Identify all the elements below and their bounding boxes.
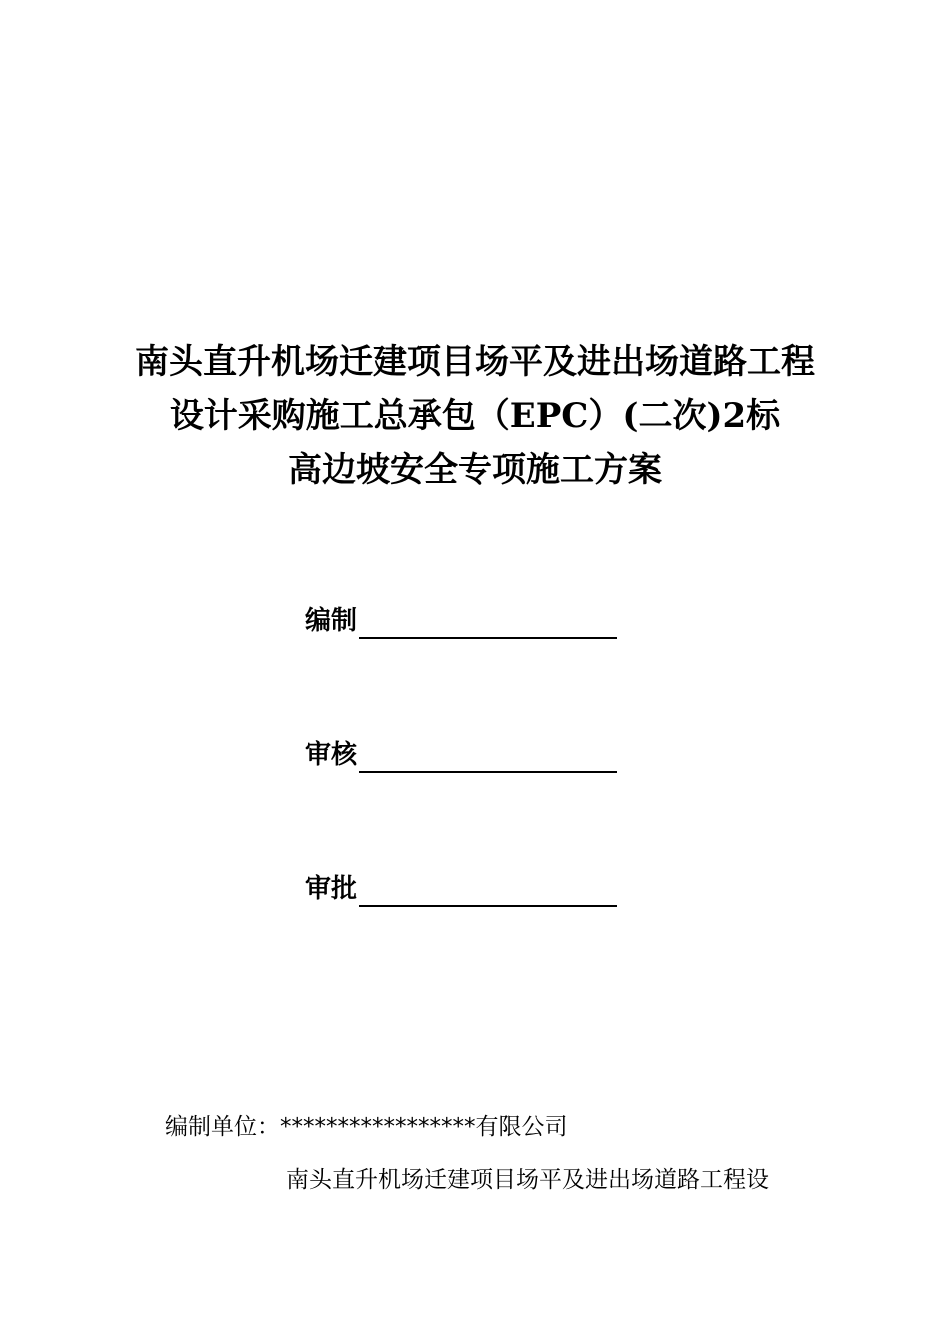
title-line-3: 高边坡安全专项施工方案: [288, 450, 662, 490]
review-label: 审核: [305, 740, 358, 770]
document-title: [0, 335, 950, 497]
compiling-unit: 编制单位：*****************有限公司: [165, 1114, 568, 1140]
compile-signature-line: [359, 609, 617, 639]
approve-label: 审批: [305, 874, 358, 904]
compile-signature-row: [305, 603, 617, 639]
title-line-1: 南头直升机场迁建项目场平及进出场道路工程: [135, 342, 815, 382]
approve-signature-line: [359, 877, 617, 907]
title-line-2: 设计采购施工总承包（EPC）(二次)2标: [169, 396, 781, 436]
compile-label: 编制: [305, 606, 358, 636]
project-name-footer: 南头直升机场迁建项目场平及进出场道路工程设: [286, 1167, 769, 1193]
approve-signature-row: [305, 871, 617, 907]
review-signature-row: [305, 737, 617, 773]
review-signature-line: [359, 743, 617, 773]
